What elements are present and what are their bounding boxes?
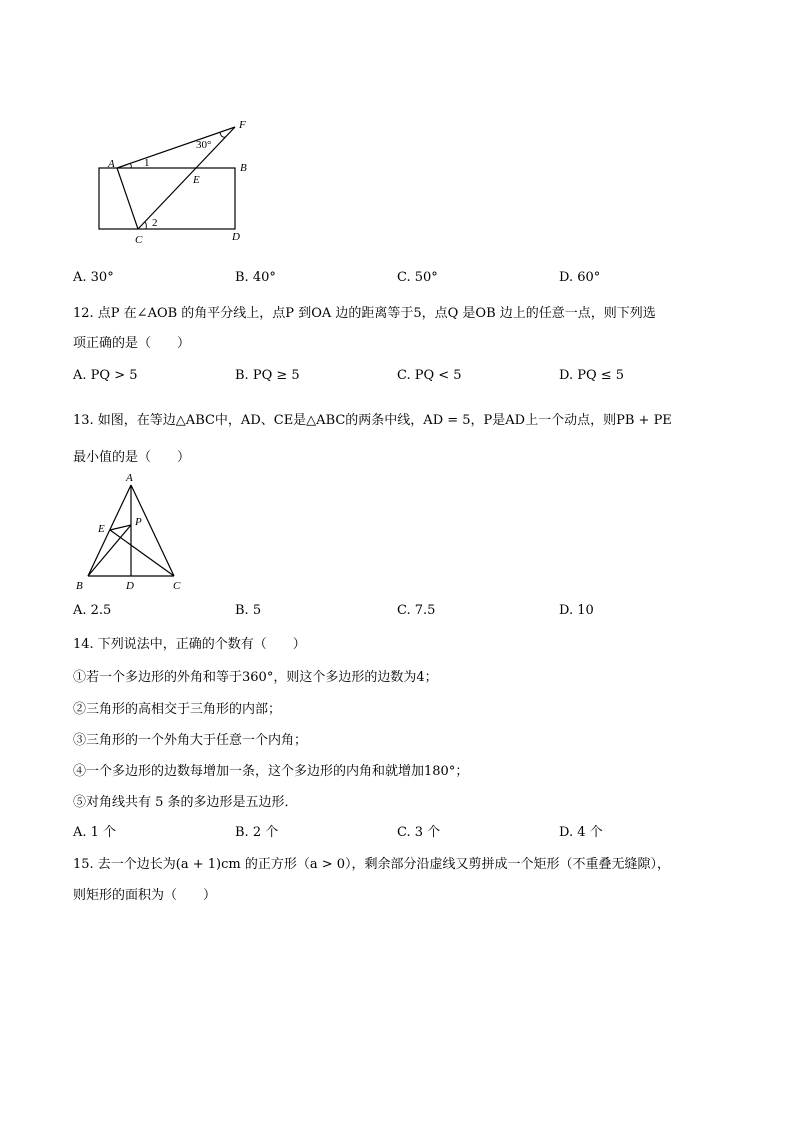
label-b: B: [240, 162, 247, 174]
q12-option-b[interactable]: B. PQ ≥ 5: [235, 368, 300, 383]
q12-option-c[interactable]: C. PQ < 5: [397, 368, 462, 383]
q14-statement-2: ②三角形的高相交于三角形的内部；: [73, 702, 282, 717]
median-ce: [110, 530, 174, 576]
label-d: D: [126, 580, 134, 592]
label-p: P: [135, 516, 142, 528]
segment-ac: [117, 168, 138, 229]
q13-figure: [70, 470, 195, 595]
q11-option-b[interactable]: B. 40°: [235, 270, 276, 285]
label-angle-f: 30°: [196, 139, 212, 151]
q14-statement-3: ③三角形的一个外角大于任意一个内角；: [73, 733, 308, 748]
label-c: C: [135, 234, 143, 246]
q11-option-c[interactable]: C. 50°: [397, 270, 438, 285]
label-d: D: [232, 231, 240, 243]
q14-option-a[interactable]: A. 1 个: [73, 825, 117, 840]
segment-pb: [88, 525, 131, 576]
label-b: B: [76, 580, 83, 592]
q14-statement-1: ①若一个多边形的外角和等于360°，则这个多边形的边数为4；: [73, 670, 438, 685]
q12-stem-line1: 12. 点P 在∠AOB 的角平分线上，点P 到OA 边的距离等于5，点Q 是OB 边上的任意一点，则下列选: [73, 306, 656, 321]
label-e: E: [98, 523, 105, 535]
angle-f-arc: [220, 132, 225, 137]
q13-stem-line2: 最小值的是（ ）: [73, 450, 191, 465]
label-c: C: [173, 580, 181, 592]
q13-option-b[interactable]: B. 5: [235, 603, 262, 618]
q12-stem-line2: 项正确的是（ ）: [73, 336, 191, 351]
q13-stem-line1: 13. 如图，在等边△ABC中，AD、CE是△ABC的两条中线，AD = 5，P是AD上一个动点，则PB + PE: [73, 413, 672, 428]
q11-option-d[interactable]: D. 60°: [559, 270, 601, 285]
q13-option-d[interactable]: D. 10: [559, 603, 594, 618]
q14-statement-5: ⑤对角线共有 5 条的多边形是五边形．: [73, 795, 298, 810]
q15-stem-line2: 则矩形的面积为（ ）: [73, 888, 217, 903]
label-angle-2: 2: [152, 217, 158, 229]
q14-statement-4: ④一个多边形的边数每增加一条，这个多边形的内角和就增加180°；: [73, 764, 469, 779]
segment-af: [117, 127, 235, 168]
q14-stem: 14. 下列说法中，正确的个数有（ ）: [73, 637, 306, 652]
q11-figure: [90, 112, 260, 250]
label-a: A: [108, 158, 115, 170]
q11-option-a[interactable]: A. 30°: [73, 270, 114, 285]
segment-cf: [138, 127, 235, 229]
angle-2-arc: [145, 222, 146, 229]
side-ac: [131, 485, 174, 576]
q14-option-c[interactable]: C. 3 个: [397, 825, 441, 840]
label-angle-1: 1: [144, 157, 150, 169]
side-ab: [88, 485, 131, 576]
label-e: E: [193, 174, 200, 186]
angle-1-arc: [130, 163, 131, 168]
q12-option-a[interactable]: A. PQ > 5: [73, 368, 138, 383]
q14-option-d[interactable]: D. 4 个: [559, 825, 603, 840]
q12-option-d[interactable]: D. PQ ≤ 5: [559, 368, 625, 383]
label-f: F: [239, 119, 246, 131]
q13-option-a[interactable]: A. 2.5: [73, 603, 112, 618]
q14-option-b[interactable]: B. 2 个: [235, 825, 279, 840]
q13-option-c[interactable]: C. 7.5: [397, 603, 436, 618]
label-a: A: [126, 472, 133, 484]
q15-stem-line1: 15. 去一个边长为(a + 1)cm 的正方形（a > 0），剩余部分沿虚线又剪拼成一个矩形（不重叠无缝隙），: [73, 857, 671, 872]
